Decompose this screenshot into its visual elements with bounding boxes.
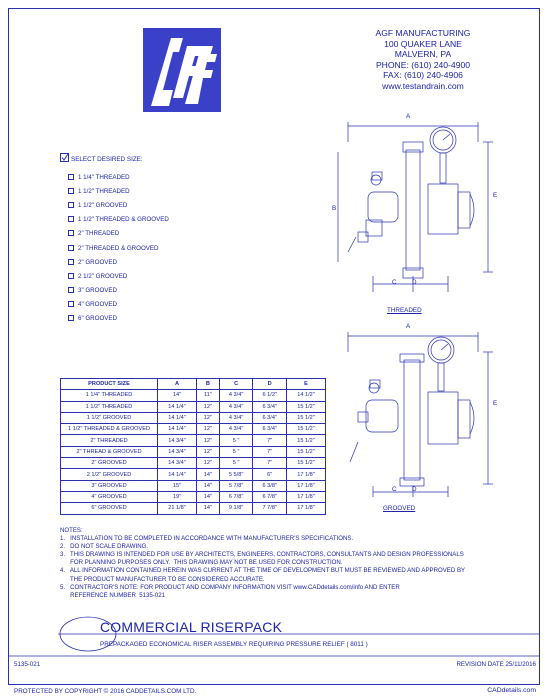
dim-label-d-grooved: D	[412, 486, 417, 493]
reference-number: 5135-021	[14, 661, 41, 668]
size-option-label: 4" GROOVED	[78, 300, 117, 308]
company-address-2: MALVERN, PA	[394, 49, 452, 59]
notes-list	[60, 535, 500, 600]
dimension-cell: 6 7/8"	[253, 491, 287, 502]
dimension-cell: 5 "	[219, 435, 253, 446]
company-info	[328, 28, 518, 91]
dimension-cell: 4 3/4"	[219, 424, 253, 435]
dimension-cell: 14 3/4"	[158, 458, 197, 469]
size-option-label: 1 1/2" THREADED & GROOVED	[78, 216, 169, 224]
dimension-cell: 15 1/2"	[287, 458, 326, 469]
size-option-label: 3" GROOVED	[78, 286, 117, 294]
checkbox-icon[interactable]	[68, 273, 74, 279]
checkbox-icon[interactable]	[68, 216, 74, 222]
checkbox-icon[interactable]	[68, 245, 74, 251]
company-phone: PHONE: (610) 240-4900	[375, 59, 471, 70]
agf-logo-mark	[143, 28, 221, 112]
dimension-cell: 5 5/8"	[219, 469, 253, 480]
dim-label-c-grooved: C	[392, 486, 397, 493]
size-option-label: 1 1/2" THREADED	[78, 188, 130, 196]
size-option[interactable]	[68, 230, 119, 237]
table-row	[61, 491, 326, 502]
table-header-row	[61, 379, 326, 390]
dimension-cell: 15 1/2"	[287, 435, 326, 446]
table-row	[61, 446, 326, 457]
company-name: AGF MANUFACTURING	[375, 28, 471, 38]
copyright-notice: PROTECTED BY COPYRIGHT © 2016 CADDETAILS.COM LTD.	[14, 688, 197, 695]
checkbox-icon[interactable]	[68, 315, 74, 321]
dim-label-d-threaded: D	[412, 279, 417, 286]
dimension-cell: 6 3/4"	[253, 401, 287, 412]
note-line: FOR PLANNING PURPOSES ONLY. THIS DRAWING MAY NOT BE USED FOR CONSTRUCTION.	[60, 559, 343, 567]
dimension-cell: 14"	[158, 390, 197, 401]
dimension-cell: 4 3/4"	[219, 390, 253, 401]
size-option-label: 2" GROOVED	[78, 258, 117, 266]
dimension-cell: 15 1/2"	[287, 446, 326, 457]
dimension-cell: 6 3/8"	[253, 480, 287, 491]
checkbox-icon[interactable]	[68, 230, 74, 236]
size-option[interactable]	[68, 245, 158, 252]
product-size-cell: 1 1/2" THREADED	[61, 401, 158, 412]
dimension-cell: 6 3/4"	[253, 412, 287, 423]
size-option-label: 1 1/2" GROOVED	[78, 202, 128, 210]
dimension-cell: 14 1/4"	[158, 469, 197, 480]
dimension-cell: 17 1/8"	[287, 480, 326, 491]
dimension-cell: 15 1/2"	[287, 401, 326, 412]
dimension-cell: 4 3/4"	[219, 412, 253, 423]
table-row	[61, 458, 326, 469]
caddetails-link[interactable]: CADdetails.com	[487, 687, 536, 694]
dimension-cell: 12"	[196, 435, 219, 446]
size-option-label: 2" THREADED & GROOVED	[78, 244, 159, 252]
company-fax: FAX: (610) 240-4906	[383, 70, 463, 80]
select-size-label: SELECT DESIRED SIZE:	[71, 156, 143, 163]
dimension-cell: 4 3/4"	[219, 401, 253, 412]
size-option-label: 2" THREADED	[78, 230, 120, 238]
table-row	[61, 412, 326, 423]
size-option[interactable]	[68, 188, 130, 195]
table-row	[61, 435, 326, 446]
size-option[interactable]	[68, 315, 117, 322]
table-row	[61, 401, 326, 412]
dimension-cell: 14 1/2"	[287, 390, 326, 401]
dimension-cell: 15"	[158, 480, 197, 491]
size-option[interactable]	[68, 287, 117, 294]
note-line: 5. CONTRACTOR'S NOTE: FOR PRODUCT AND COMPANY INFORMATION VISIT www.CADdetails.com/info AND ENTER	[60, 583, 400, 591]
product-size-cell: 2" GROOVED	[61, 458, 158, 469]
dimension-cell: 15 1/2"	[287, 424, 326, 435]
product-size-cell: 3" GROOVED	[61, 480, 158, 491]
dimension-cell: 21 1/8"	[158, 503, 197, 514]
checkbox-icon[interactable]	[68, 202, 74, 208]
dimension-cell: 7 7/8"	[253, 503, 287, 514]
dimension-cell: 7"	[253, 435, 287, 446]
table-body	[61, 390, 326, 514]
dimension-cell: 14"	[196, 491, 219, 502]
table-row	[61, 480, 326, 491]
dimension-cell: 12"	[196, 424, 219, 435]
col-header-product-size: PRODUCT SIZE	[61, 379, 158, 390]
dimension-cell: 14"	[196, 469, 219, 480]
product-size-cell: 1 1/2" THREADED & GROOVED	[61, 424, 158, 435]
note-line: 4. ALL INFORMATION CONTAINED HEREIN WAS CURRENT AT THE TIME OF DEVELOPMENT BUT MUST BE REVIEWED AND APPROVED BY	[60, 567, 466, 575]
size-option-label: 2 1/2" GROOVED	[78, 272, 128, 280]
dim-label-a-threaded: A	[406, 113, 411, 120]
company-address-1: 100 QUAKER LANE	[384, 38, 462, 49]
table-row	[61, 503, 326, 514]
product-size-cell: 6" GROOVED	[61, 503, 158, 514]
note-line: 1. INSTALLATION TO BE COMPLETED IN ACCORDANCE WITH MANUFACTURER'S SPECIFICATIONS.	[60, 535, 354, 543]
dimension-cell: 19"	[158, 491, 197, 502]
dimension-cell: 14 1/4"	[158, 412, 197, 423]
checkbox-icon[interactable]	[68, 287, 74, 293]
note-line: 2. DO NOT SCALE DRAWING.	[60, 543, 149, 551]
dimension-cell: 15 1/2"	[287, 412, 326, 423]
dim-label-e-threaded: E	[493, 192, 498, 199]
dimension-cell: 6"	[253, 469, 287, 480]
grooved-view-label: GROOVED	[383, 505, 416, 512]
col-header-b: B	[196, 379, 219, 390]
size-option[interactable]	[68, 202, 127, 209]
dimension-cell: 14 3/4"	[158, 435, 197, 446]
table-row	[61, 469, 326, 480]
dimension-cell: 5 7/8"	[219, 480, 253, 491]
checked-box-icon	[60, 153, 69, 162]
note-line: 3. THIS DRAWING IS INTENDED FOR USE BY ARCHITECTS, ENGINEERS, CONTRACTORS, CONSULTANTS AND DESIGN PROFESSIONALS	[60, 551, 464, 559]
dimension-cell: 6 3/4"	[253, 424, 287, 435]
size-option[interactable]	[68, 216, 169, 223]
checkbox-icon[interactable]	[68, 188, 74, 194]
table-row	[61, 390, 326, 401]
dimension-cell: 7"	[253, 446, 287, 457]
dimensions-table	[60, 378, 326, 515]
threaded-view-drawing	[338, 122, 493, 292]
dimension-cell: 12"	[196, 401, 219, 412]
dimension-cell: 17 1/8"	[287, 491, 326, 502]
dim-label-c-threaded: C	[392, 279, 397, 286]
dimension-cell: 6 7/8"	[219, 491, 253, 502]
dim-label-a-grooved: A	[406, 323, 411, 330]
dimension-cell: 14"	[196, 503, 219, 514]
dim-label-b-threaded: B	[332, 205, 337, 212]
checkbox-icon[interactable]	[68, 174, 74, 180]
dimension-cell: 6 1/2"	[253, 390, 287, 401]
checkbox-icon[interactable]	[68, 301, 74, 307]
size-option-label: 6" GROOVED	[78, 315, 117, 322]
note-line: THE PRODUCT MANUFACTURER TO BE CONSIDERED ACCURATE.	[60, 575, 265, 583]
size-option[interactable]	[68, 259, 117, 266]
dim-label-e-grooved: E	[493, 400, 498, 407]
dimension-cell: 17 1/8"	[287, 469, 326, 480]
company-website[interactable]: www.testandrain.com	[382, 80, 464, 91]
threaded-view-label: THREADED	[387, 307, 422, 314]
product-size-cell: 2 1/2" GROOVED	[61, 469, 158, 480]
dimension-cell: 17 1/8"	[287, 503, 326, 514]
col-header-e: E	[287, 379, 326, 390]
dimension-cell: 14 1/4"	[158, 401, 197, 412]
product-size-cell: 1 1/4" THREADED	[61, 390, 158, 401]
size-option[interactable]	[68, 273, 127, 280]
notes-heading: NOTES:	[60, 527, 83, 534]
riser-drawings	[328, 112, 528, 522]
product-size-cell: 2" THREAD & GROOVED	[61, 446, 158, 457]
revision-date: REVISION DATE 25/11/2016	[456, 661, 536, 668]
dimension-cell: 11"	[196, 390, 219, 401]
size-option[interactable]	[68, 301, 117, 308]
select-size-title	[60, 153, 143, 163]
size-option-label: 1 1/4" THREADED	[78, 174, 130, 181]
table-row	[61, 424, 326, 435]
dimension-cell: 12"	[196, 446, 219, 457]
size-option[interactable]	[68, 174, 130, 181]
note-line: REFERENCE NUMBER 5135-021	[60, 591, 165, 599]
product-size-cell: 4" GROOVED	[61, 491, 158, 502]
checkbox-icon[interactable]	[68, 259, 74, 265]
dimension-cell: 14"	[196, 480, 219, 491]
product-size-cell: 2" THREADED	[61, 435, 158, 446]
dimension-cell: 7"	[253, 458, 287, 469]
drawing-title: COMMERCIAL RISERPACK	[100, 619, 283, 635]
agf-logo	[143, 28, 221, 112]
dimension-cell: 5 "	[219, 446, 253, 457]
notes-section	[60, 527, 500, 600]
dimension-cell: 9 1/8"	[219, 503, 253, 514]
col-header-a: A	[158, 379, 197, 390]
col-header-d: D	[253, 379, 287, 390]
dimension-cell: 14 1/4"	[158, 424, 197, 435]
col-header-c: C	[219, 379, 253, 390]
product-size-cell: 1 1/2" GROOVED	[61, 412, 158, 423]
drawing-subtitle: PREPACKAGED ECONOMICAL RISER ASSEMBLY REQUIRING PRESSURE RELIEF ( 8011 )	[100, 641, 368, 648]
grooved-view-drawing	[348, 332, 493, 497]
dimension-cell: 12"	[196, 458, 219, 469]
dimension-cell: 14 3/4"	[158, 446, 197, 457]
dimension-cell: 5 "	[219, 458, 253, 469]
dimension-cell: 12"	[196, 412, 219, 423]
